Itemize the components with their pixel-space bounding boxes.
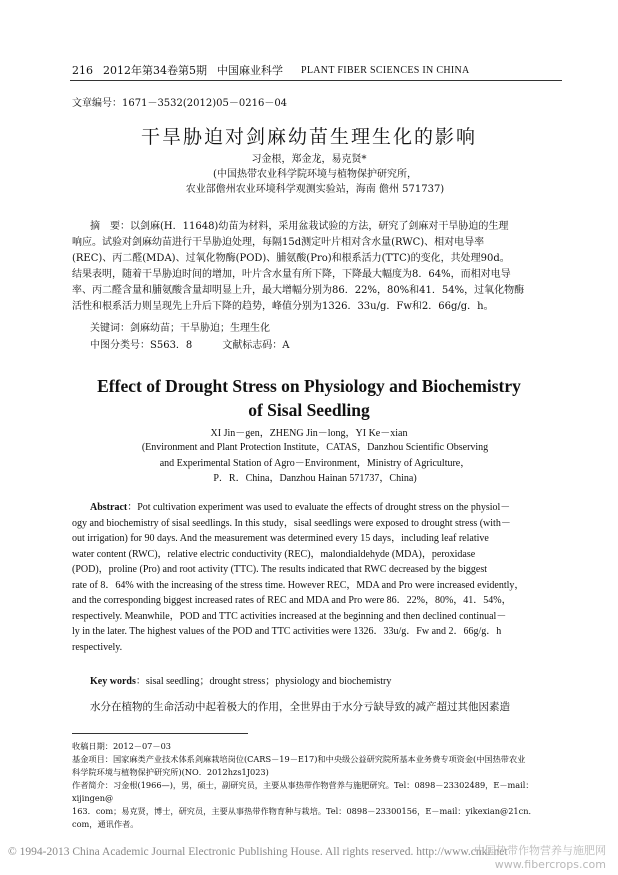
authors-zh: 习金根，郑金龙，易克贤* bbox=[251, 154, 367, 165]
title-en bbox=[0, 374, 618, 422]
journal-name-en: PLANT FIBER SCIENCES IN CHINA bbox=[301, 64, 470, 76]
running-header bbox=[72, 62, 562, 78]
document-code: 文献标志码：A bbox=[222, 340, 290, 351]
footnote-line: 163．com；易克贤，博士，研究员，主要从事热带作物育种与栽培。Tel：0898－23300156，E－mail：yikexian@21cn．com，通讯作者。 bbox=[72, 806, 537, 829]
journal-issue: 2012年第34卷第5期 bbox=[103, 64, 207, 77]
abstract-en-line: rate of 8．64% with the increasing of the stress time. However REC，MDA and Pro were increased evidently， bbox=[72, 579, 525, 591]
abstract-en-line: out irrigation) for 90 days. And the measurement was determined every 15 days，including leaf relative bbox=[72, 533, 489, 544]
keywords-zh: 关键词：剑麻幼苗；干旱胁迫；生理生化 bbox=[90, 323, 270, 334]
article-number: 文章编号：1671－3532(2012)05－0216－04 bbox=[72, 98, 288, 109]
affiliation-en-line: (Environment and Plant Protection Institute，CATAS，Danzhou Scientific Observing bbox=[141, 442, 489, 453]
abstract-en-line: (POD)，proline (Pro) and root activity (TTC). The results indicated that RWC decreased by the biggest bbox=[72, 564, 487, 575]
affiliation-en-line: P．R．China，Danzhou Hainan 571737，China) bbox=[213, 473, 417, 484]
site-watermark bbox=[474, 844, 606, 872]
abstract-zh-line: 活性和根系活力则呈现先上升后下降的趋势，峰值分别为1326．33u/g．Fw和2．66g/g．h。 bbox=[72, 301, 494, 312]
body-first-line: 水分在植物的生命活动中起着极大的作用，全世界由于水分亏缺导致的减产超过其他因素造 bbox=[90, 701, 510, 713]
title-en-line: of Sisal Seedling bbox=[248, 400, 370, 420]
keywords-en: Key words：sisal seedling；drought stress；physiology and biochemistry bbox=[90, 676, 392, 687]
abstract-zh-line: 结果表明，随着干旱胁迫时间的增加，叶片含水量有所下降，下降最大幅度为8．64%，而相对电导 bbox=[72, 269, 511, 280]
abstract-en-line: respectively. bbox=[72, 641, 123, 653]
abstract-en-line: respectively. Meanwhile，POD and TTC activities increased at the beginning and then declined continual－ bbox=[72, 610, 507, 622]
affiliation-en-line: and Experimental Station of Agro－Environment，Ministry of Agriculture， bbox=[159, 457, 471, 469]
footnote-line: 收稿日期：2012－07－03 bbox=[72, 741, 171, 751]
abstract-en bbox=[72, 500, 558, 655]
abstract-zh-label: 摘 要： bbox=[90, 221, 130, 232]
abstract-en-line: ogy and biochemistry of sisal seedlings. In this study，sisal seedlings were exposed to drought stress (with－ bbox=[72, 517, 511, 529]
footnote-line: 基金项目：国家麻类产业技术体系剑麻栽培岗位(CARS－19－E17)和中央级公益研究院所基本业务费专项资金(中国热带农业 bbox=[72, 754, 526, 764]
abstract-zh-line: 率、丙二醛含量和脯氨酸含量却明显上升，最大增幅分别为86．22%，80%和41．54%，过氧化物酶 bbox=[72, 285, 525, 296]
watermark-line: 中国热带作物营养与施肥网 bbox=[474, 844, 606, 857]
abstract-en-line: ly in the later. The highest values of the POD and TTC activities were 1326．33u/g．Fw and 2．66g/g．h bbox=[72, 626, 502, 637]
affiliation-zh-line: 农业部儋州农业环境科学观测实验站，海南 儋州 571737) bbox=[185, 184, 445, 195]
watermark-line: www.fibercrops.com bbox=[494, 858, 606, 871]
page-number: 216 bbox=[72, 63, 93, 77]
authors-en: XI Jin－gen，ZHENG Jin－long，YI Ke－xian bbox=[210, 428, 408, 439]
abstract-zh-line: (REC)、丙二醛(MDA)、过氧化物酶(POD)、脯氨酸(Pro)和根系活力(TTC)的变化，共处理90d。 bbox=[72, 253, 510, 264]
abstract-zh-line: 摘 要：以剑麻(H．11648)幼苗为材料，采用盆栽试验的方法，研究了剑麻对干旱胁迫的生理 bbox=[90, 221, 509, 232]
abstract-zh bbox=[72, 219, 558, 315]
header-rule bbox=[70, 80, 562, 81]
abstract-en-label: Abstract bbox=[90, 502, 128, 513]
affiliation-zh bbox=[120, 167, 510, 197]
affiliation-en bbox=[105, 440, 525, 487]
footnote-line: 作者简介：习金根(1966—)，男，硕士，副研究员，主要从事热带作物营养与施肥研究。Tel：0898－23302489，E－mail：xijingen@ bbox=[72, 780, 534, 803]
abstract-zh-line: 响应。试验对剑麻幼苗进行干旱胁迫处理，每隔15d测定叶片相对含水量(RWC)、相对电导率 bbox=[72, 237, 485, 248]
keywords-en-label: Key words bbox=[90, 676, 136, 687]
footnotes bbox=[72, 740, 558, 831]
journal-name-zh: 中国麻业科学 bbox=[217, 64, 283, 77]
classification-zh bbox=[90, 336, 290, 351]
abstract-en-line: Abstract：Pot cultivation experiment was used to evaluate the effects of drought stress on the physiol－ bbox=[90, 502, 511, 513]
title-en-line: Effect of Drought Stress on Physiology and Biochemistry bbox=[97, 376, 521, 396]
clc-number: 中图分类号：S563．8 bbox=[90, 340, 193, 351]
abstract-en-line: water content (RWC)，relative electric conductivity (REC)，malondialdehyde (MDA)，peroxidase bbox=[72, 548, 476, 560]
title-zh: 干旱胁迫对剑麻幼苗生理生化的影响 bbox=[140, 126, 477, 148]
affiliation-zh-line: (中国热带农业科学院环境与植物保护研究所， bbox=[213, 169, 417, 180]
footnote-rule bbox=[72, 733, 248, 734]
abstract-en-line: and the corresponding biggest increased rates of REC and MDA and Pro were 86．22%，80%，41．54%， bbox=[72, 595, 512, 606]
copyright-notice: © 1994-2013 China Academic Journal Electronic Publishing House. All rights reserved. http://www.cnki.net bbox=[8, 846, 508, 858]
footnote-line: 科学院环境与植物保护研究所)(NO．2012hzs1J023) bbox=[72, 767, 269, 777]
